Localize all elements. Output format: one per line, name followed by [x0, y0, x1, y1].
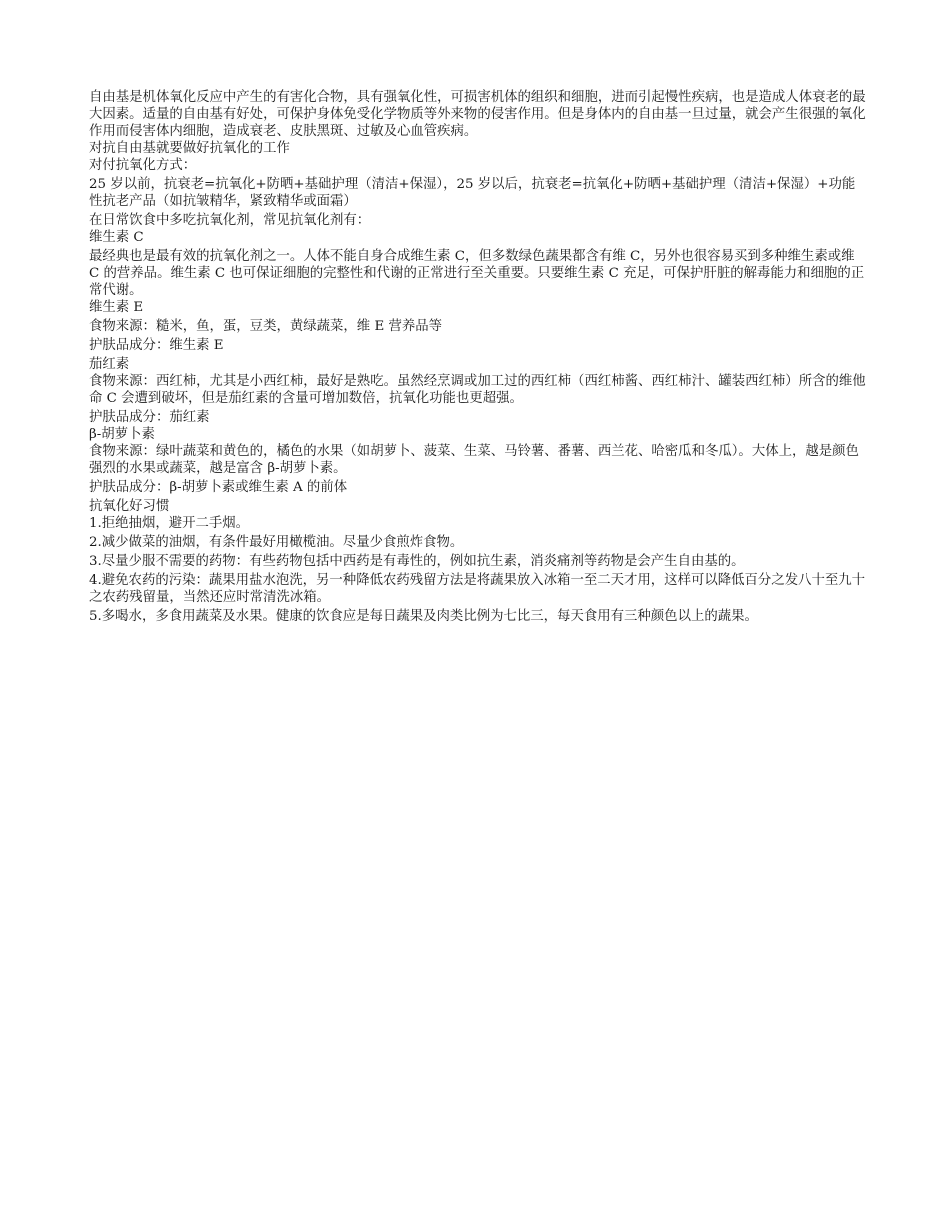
text-line: 食物来源：糙米，鱼，蛋，豆类，黄绿蔬菜，维 E 营养品等: [89, 319, 443, 334]
list-item: 2.减少做菜的油烟，有条件最好用橄榄油。尽量少食煎炸食物。: [89, 535, 464, 550]
text-line: 对付抗氧化方式：: [89, 158, 197, 173]
text-paragraph: 25 岁以前，抗衰老=抗氧化+防晒+基础护理（清洁+保湿），25 岁以后，抗衰老=抗氧化+防晒+基础护理（清洁+保湿）+功能性抗老产品（如抗皱精华，紧致精华或面霜）: [89, 177, 856, 209]
list-item: 4.避免农药的污染：蔬果用盐水泡洗，另一种降低农药残留方法是将蔬果放入冰箱一至二天才用，这样可以降低百分之发八十至九十之农药残留量，当然还应时常清洗冰箱。: [89, 573, 866, 605]
text-paragraph: 食物来源：绿叶蔬菜和黄色的，橘色的水果（如胡萝卜、菠菜、生菜、马铃薯、番薯、西兰花、哈密瓜和冬瓜）。大体上，越是颜色强烈的水果或蔬菜，越是富含 β-胡萝卜素。: [89, 444, 859, 476]
section-heading: 维生素 C: [89, 230, 144, 245]
text-line: 在日常饮食中多吃抗氧化剂，常见抗氧化剂有：: [89, 213, 371, 228]
list-item: 5.多喝水，多食用蔬菜及水果。健康的饮食应是每日蔬果及肉类比例为七比三，每天食用有三种颜色以上的蔬果。: [89, 609, 758, 624]
text-line: 对抗自由基就要做好抗氧化的工作: [89, 141, 290, 156]
list-item: 3.尽量少服不需要的药物：有些药物包括中西药是有毒性的，例如抗生素，消炎痛剂等药物是会产生自由基的。: [89, 554, 745, 569]
section-heading: 茄红素: [89, 357, 130, 372]
text-paragraph: 最经典也是最有效的抗氧化剂之一。人体不能自身合成维生素 C，但多数绿色蔬果都含有维 C，另外也很容易买到多种维生素或维 C 的营养品。维生素 C 也可保证细胞的完整性和代谢的正常进行至关重要。只要维生素 C 充足，可保护肝脏的解毒能力和细胞的正常代谢。: [89, 249, 865, 298]
text-line: 护肤品成分：茄红素: [89, 410, 210, 425]
section-heading: β-胡萝卜素: [89, 427, 155, 442]
intro-paragraph: 自由基是机体氧化反应中产生的有害化合物，具有强氧化性，可损害机体的组织和细胞，进而引起慢性疾病，也是造成人体衰老的最大因素。适量的自由基有好处，可保护身体免受化学物质等外来物的侵害作用。但是身体内的自由基一旦过量，就会产生很强的氧化作用而侵害体内细胞，造成衰老、皮肤黑斑、过敏及心血管疾病。: [89, 90, 866, 139]
section-heading: 维生素 E: [89, 300, 144, 315]
text-line: 护肤品成分：β-胡萝卜素或维生素 A 的前体: [89, 480, 348, 495]
text-paragraph: 食物来源：西红柿，尤其是小西红柿，最好是熟吃。虽然经烹调或加工过的西红柿（西红柿酱、西红柿汁、罐装西红柿）所含的维他命 C 会遭到破坏，但是茄红素的含量可增加数倍，抗氧化功能也更超强。: [89, 374, 866, 406]
section-heading: 抗氧化好习惯: [89, 499, 170, 514]
document-body: [89, 89, 867, 625]
list-item: 1.拒绝抽烟，避开二手烟。: [89, 516, 250, 531]
text-line: 护肤品成分：维生素 E: [89, 338, 224, 353]
